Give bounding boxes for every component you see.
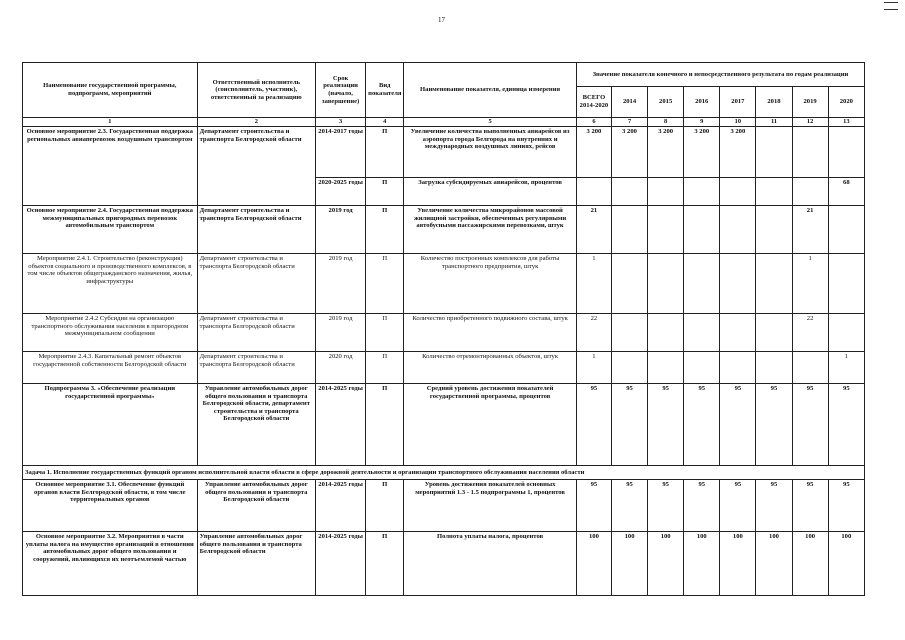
value-cell <box>684 254 720 314</box>
value-cell <box>756 352 792 384</box>
value-cell <box>720 206 756 254</box>
row-type: П <box>366 532 404 596</box>
value-cell: 100 <box>576 532 611 596</box>
row-indicator: Уровень достижения показателей основных мероприятий 1.3 - 1.5 подпрограммы 1, процентов <box>404 480 577 532</box>
value-cell <box>611 206 647 254</box>
row-executor: Управление автомобильных дорог общего пользования и транспорта Белгородской области <box>197 480 315 532</box>
value-cell: 3 200 <box>720 127 756 178</box>
value-cell: 1 <box>576 254 611 314</box>
value-cell <box>756 178 792 206</box>
row-type: П <box>366 254 404 314</box>
value-cell <box>720 254 756 314</box>
value-cell <box>684 206 720 254</box>
col-number: 9 <box>684 118 720 127</box>
value-cell: 100 <box>792 532 828 596</box>
row-term: 2019 год <box>316 254 366 314</box>
row-indicator: Загрузка субсидируемых авиарейсов, процентов <box>404 178 577 206</box>
value-cell: 95 <box>792 384 828 466</box>
value-cell: 3 200 <box>684 127 720 178</box>
value-cell <box>648 254 684 314</box>
value-cell: 1 <box>792 254 828 314</box>
table-row <box>23 532 865 596</box>
row-executor: Департамент строительства и транспорта Белгородской области <box>197 314 315 352</box>
value-cell: 68 <box>828 178 864 206</box>
row-term: 2014-2017 годы <box>316 127 366 178</box>
value-cell <box>756 314 792 352</box>
value-cell: 1 <box>576 352 611 384</box>
header-year: 2014 <box>611 87 647 118</box>
row-executor: Департамент строительства и транспорта Белгородской области <box>197 254 315 314</box>
task-heading: Задача 1. Исполнение государственных функций органом исполнительной власти области в сфере дорожной деятельности и организации транспортного обслуживания населения области <box>23 466 865 480</box>
value-cell <box>611 254 647 314</box>
value-cell <box>756 127 792 178</box>
header-row-1 <box>23 63 865 87</box>
row-name: Подпрограмма 3. «Обеспечение реализации государственной программы» <box>23 384 198 466</box>
row-term: 2014-2025 годы <box>316 480 366 532</box>
row-indicator: Количество отремонтированных объектов, штук <box>404 352 577 384</box>
table-row <box>23 127 865 178</box>
row-term: 2020-2025 годы <box>316 178 366 206</box>
header-total: ВСЕГО 2014-2020 <box>576 87 611 118</box>
page-number: 17 <box>438 16 445 24</box>
value-cell <box>611 178 647 206</box>
value-cell: 95 <box>611 384 647 466</box>
header-year: 2019 <box>792 87 828 118</box>
value-cell <box>648 352 684 384</box>
column-numbers-row <box>23 118 865 127</box>
row-term: 2019 год <box>316 314 366 352</box>
value-cell: 100 <box>684 532 720 596</box>
value-cell: 22 <box>576 314 611 352</box>
col-number: 6 <box>576 118 611 127</box>
value-cell: 95 <box>648 384 684 466</box>
table-row <box>23 314 865 352</box>
value-cell <box>792 352 828 384</box>
row-indicator: Количество построенных комплексов для работы транспортного предприятия, штук <box>404 254 577 314</box>
value-cell: 95 <box>611 480 647 532</box>
header-year: 2018 <box>756 87 792 118</box>
value-cell: 95 <box>756 384 792 466</box>
row-term: 2020 год <box>316 352 366 384</box>
row-executor: Управление автомобильных дорог общего пользования и транспорта Белгородской области, департамент строительства и транспорта Белгородской области <box>197 384 315 466</box>
table-row <box>23 352 865 384</box>
value-cell: 95 <box>684 384 720 466</box>
row-indicator: Количество приобретенного подвижного состава, штук <box>404 314 577 352</box>
header-executor: Ответственный исполнитель (соисполнитель, участник), ответственный за реализацию <box>197 63 315 118</box>
value-cell <box>756 206 792 254</box>
value-cell: 3 200 <box>576 127 611 178</box>
value-cell: 95 <box>756 480 792 532</box>
value-cell <box>576 178 611 206</box>
value-cell: 21 <box>576 206 611 254</box>
task-row <box>23 466 865 480</box>
row-name: Основное мероприятие 2.4. Государственная поддержка межмуниципальных пригородных перевозок автомобильным транспортом <box>23 206 198 254</box>
row-indicator: Полнота уплаты налога, процентов <box>404 532 577 596</box>
col-number: 13 <box>828 118 864 127</box>
row-term: 2019 год <box>316 206 366 254</box>
row-type: П <box>366 480 404 532</box>
indicators-table <box>22 62 865 596</box>
value-cell: 22 <box>792 314 828 352</box>
value-cell: 95 <box>792 480 828 532</box>
value-cell: 100 <box>756 532 792 596</box>
row-term: 2014-2025 годы <box>316 532 366 596</box>
col-number: 5 <box>404 118 577 127</box>
value-cell: 95 <box>828 480 864 532</box>
value-cell: 100 <box>648 532 684 596</box>
row-indicator: Увеличение количества микрорайонов массовой жилищной застройки, обеспеченных регулярными автобусными пассажирскими перевозками, штук <box>404 206 577 254</box>
table-row <box>23 480 865 532</box>
header-year: 2015 <box>648 87 684 118</box>
value-cell <box>756 254 792 314</box>
col-number: 4 <box>366 118 404 127</box>
row-name: Основное мероприятие 3.2. Мероприятия в части уплаты налога на имущество организаций в отношении автомобильных дорог общего пользования и сооружений, являющихся их неотъемлемой частью <box>23 532 198 596</box>
header-year: 2017 <box>720 87 756 118</box>
value-cell <box>792 178 828 206</box>
value-cell: 100 <box>720 532 756 596</box>
table-row <box>23 384 865 466</box>
value-cell: 95 <box>684 480 720 532</box>
value-cell: 95 <box>576 480 611 532</box>
row-type: П <box>366 384 404 466</box>
row-executor: Управление автомобильных дорог общего пользования и транспорта Белгородской области <box>197 532 315 596</box>
value-cell: 1 <box>828 352 864 384</box>
col-number: 1 <box>23 118 198 127</box>
row-name: Основное мероприятие 2.3. Государственная поддержка региональных авиаперевозок воздушным транспортом <box>23 127 198 206</box>
value-cell <box>828 127 864 178</box>
header-indicator: Наименование показателя, единица измерения <box>404 63 577 118</box>
value-cell: 3 200 <box>648 127 684 178</box>
value-cell <box>720 178 756 206</box>
row-type: П <box>366 314 404 352</box>
value-cell <box>792 127 828 178</box>
row-name: Мероприятие 2.4.3. Капитальный ремонт объектов государственной собственности Белгородской области <box>23 352 198 384</box>
value-cell <box>648 206 684 254</box>
value-cell: 95 <box>576 384 611 466</box>
row-executor: Департамент строительства и транспорта Белгородской области <box>197 127 315 206</box>
value-cell: 21 <box>792 206 828 254</box>
value-cell <box>684 314 720 352</box>
value-cell: 100 <box>828 532 864 596</box>
col-number: 12 <box>792 118 828 127</box>
row-indicator: Увеличение количества выполненных авиарейсов из аэропорта города Белгорода на внутренних и международных воздушных линиях, рейсов <box>404 127 577 178</box>
value-cell: 95 <box>648 480 684 532</box>
value-cell <box>828 206 864 254</box>
value-cell: 95 <box>720 384 756 466</box>
header-type: Вид показателя <box>366 63 404 118</box>
col-number: 3 <box>316 118 366 127</box>
row-executor: Департамент строительства и транспорта Белгородской области <box>197 352 315 384</box>
table-row <box>23 254 865 314</box>
value-cell: 95 <box>720 480 756 532</box>
row-term: 2014-2025 годы <box>316 384 366 466</box>
value-cell <box>720 352 756 384</box>
value-cell <box>611 352 647 384</box>
value-cell <box>720 314 756 352</box>
col-number: 8 <box>648 118 684 127</box>
header-year: 2020 <box>828 87 864 118</box>
value-cell <box>648 178 684 206</box>
value-cell <box>828 254 864 314</box>
value-cell <box>684 178 720 206</box>
value-cell <box>684 352 720 384</box>
col-number: 11 <box>756 118 792 127</box>
col-number: 10 <box>720 118 756 127</box>
row-type: П <box>366 352 404 384</box>
row-type: П <box>366 206 404 254</box>
table-row <box>23 206 865 254</box>
value-cell <box>611 314 647 352</box>
header-values-group: Значение показателя конечного и непосредственного результата по годам реализации <box>576 63 864 87</box>
value-cell: 95 <box>828 384 864 466</box>
header-year: 2016 <box>684 87 720 118</box>
row-indicator: Средний уровень достижения показателей государственной программы, процентов <box>404 384 577 466</box>
row-name: Основное мероприятие 3.1. Обеспечение функций органов власти Белгородской области, в том числе территориальных органов <box>23 480 198 532</box>
value-cell: 3 200 <box>611 127 647 178</box>
col-number: 2 <box>197 118 315 127</box>
header-name: Наименование государственной программы, подпрограмм, мероприятий <box>23 63 198 118</box>
row-name: Мероприятие 2.4.1. Строительство (реконструкция) объектов социального и производственного комплексов, в том числе объектов общегражданского назначения, жилья, инфраструктуры <box>23 254 198 314</box>
value-cell <box>648 314 684 352</box>
row-name: Мероприятие 2.4.2 Субсидии на организацию транспортного обслуживания населения в пригородном межмуниципальном сообщении <box>23 314 198 352</box>
row-executor: Департамент строительства и транспорта Белгородской области <box>197 206 315 254</box>
col-number: 7 <box>611 118 647 127</box>
value-cell <box>828 314 864 352</box>
row-type: П <box>366 127 404 178</box>
header-term: Срок реализации (начало, завершение) <box>316 63 366 118</box>
row-type: П <box>366 178 404 206</box>
corner-mark <box>884 2 898 10</box>
value-cell: 100 <box>611 532 647 596</box>
